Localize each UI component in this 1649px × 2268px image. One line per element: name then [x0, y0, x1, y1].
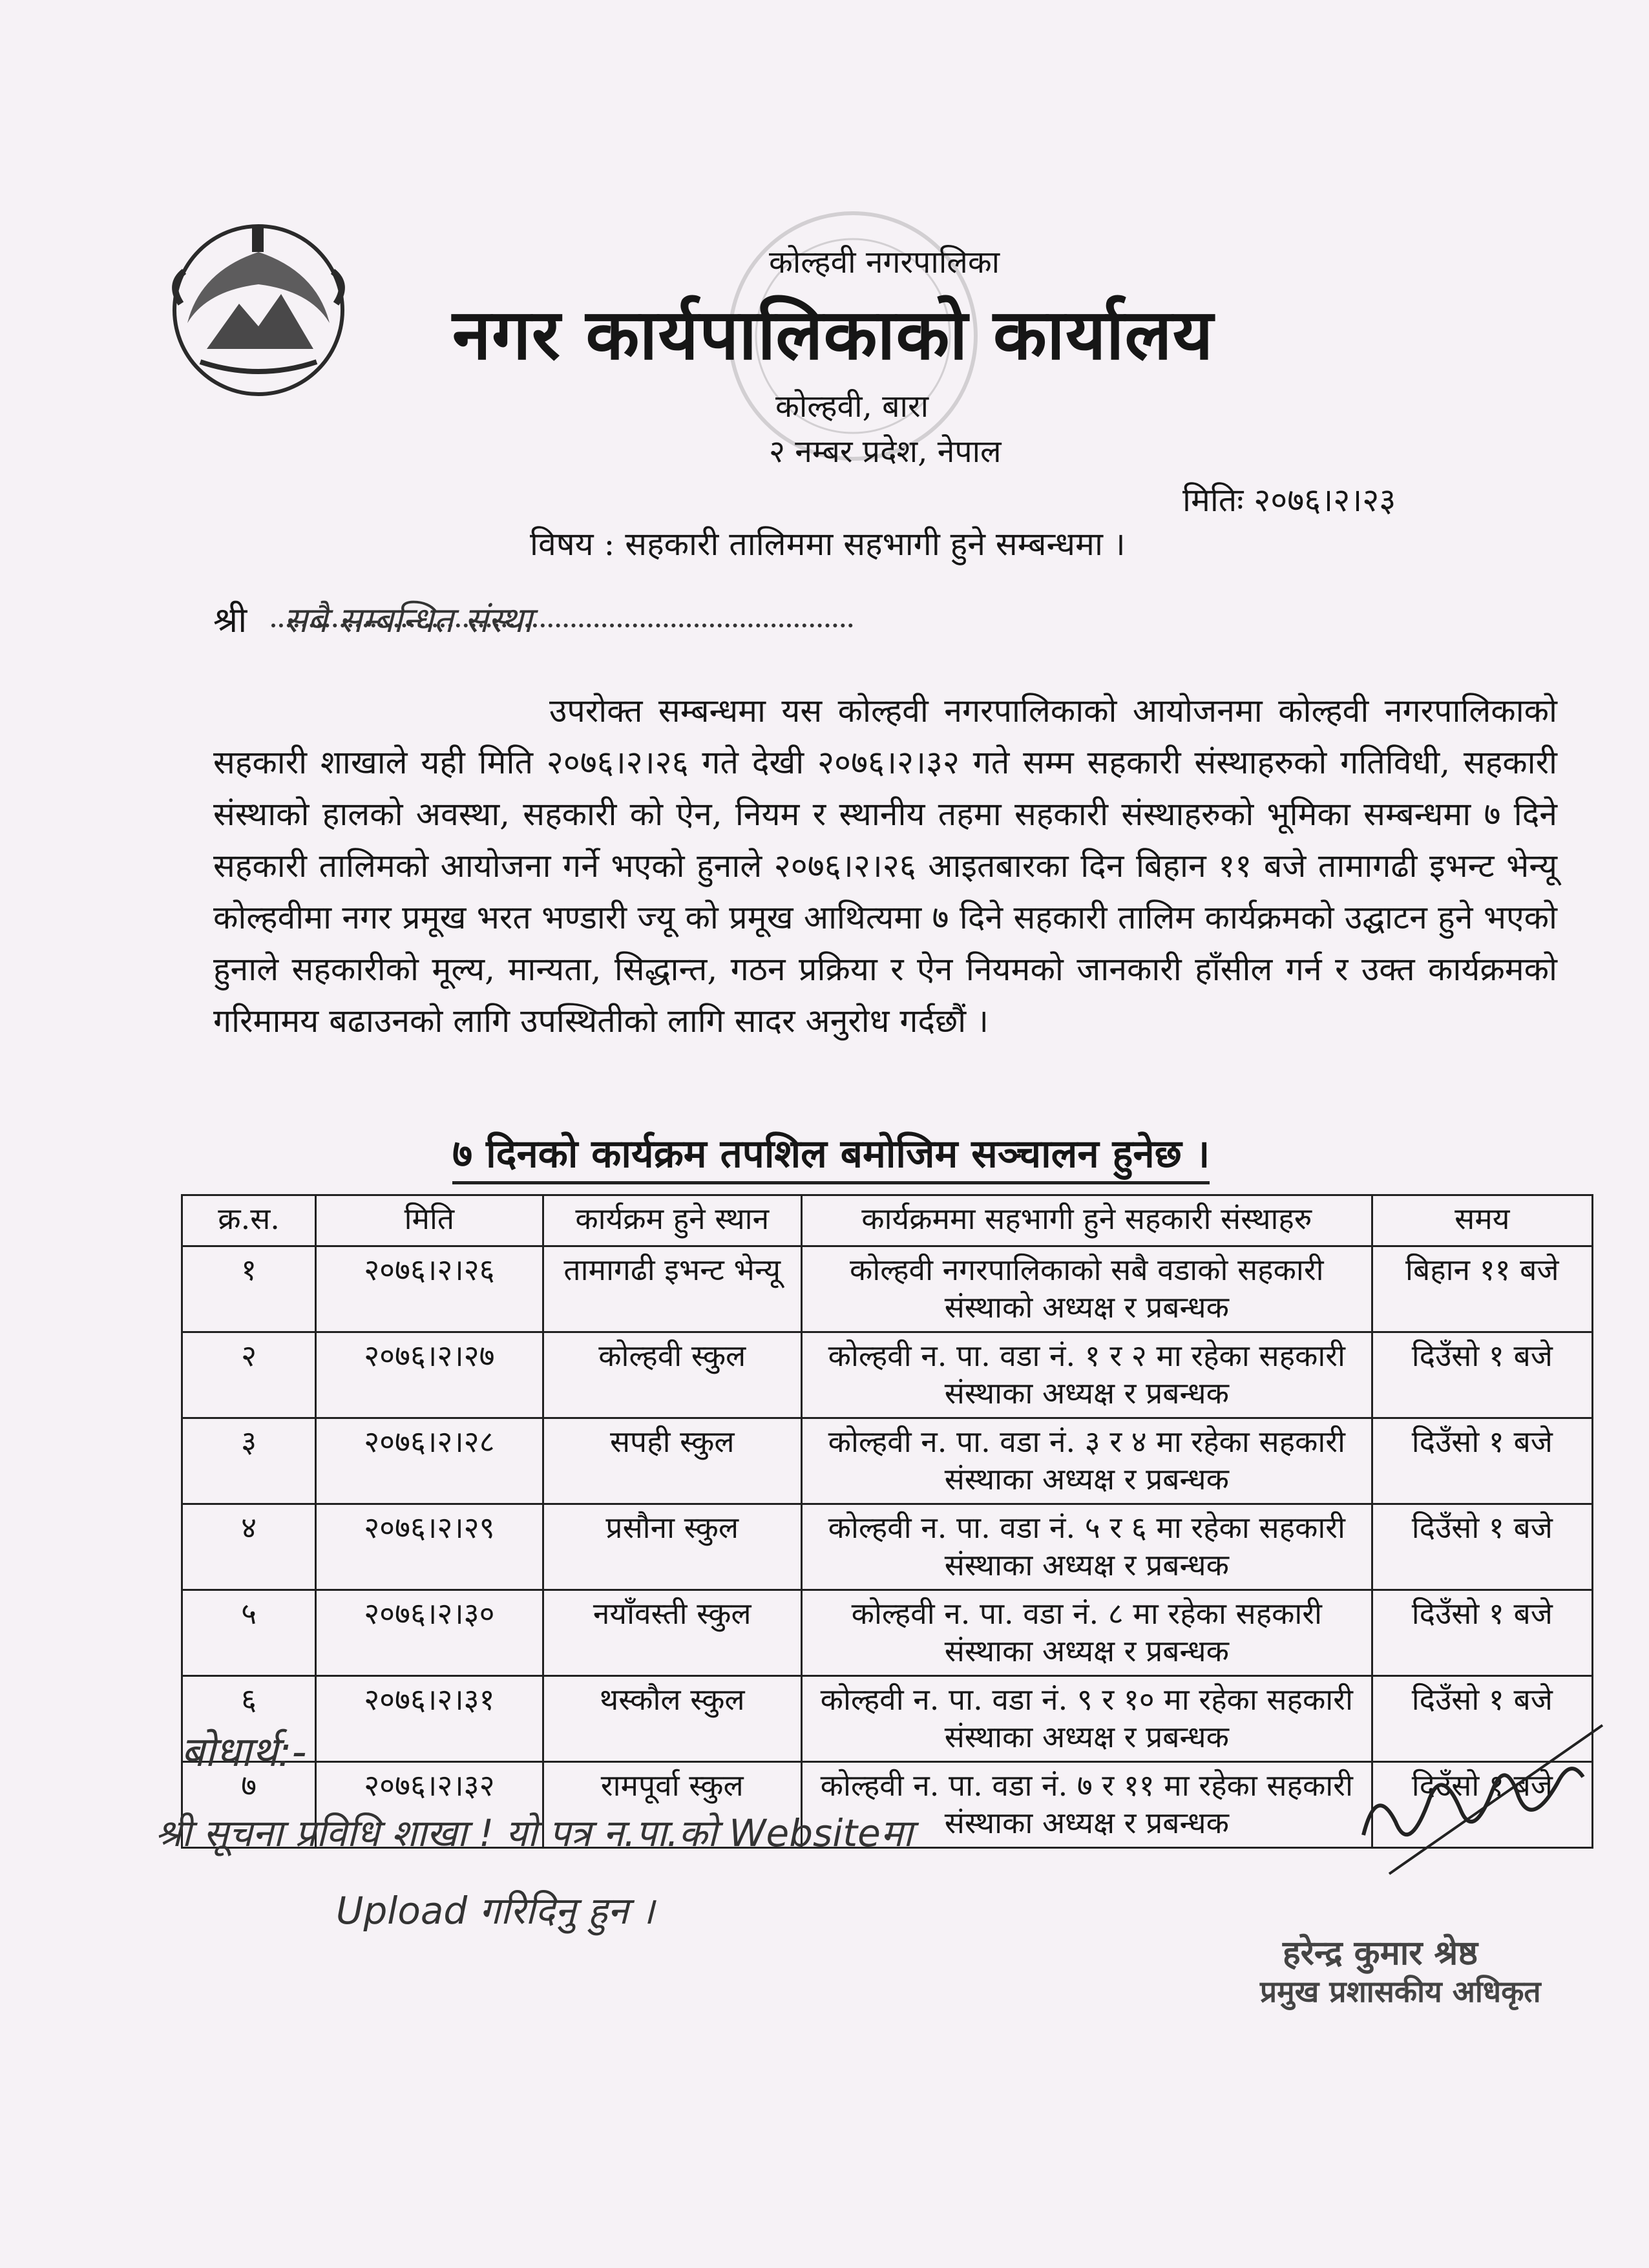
table-row: [182, 1590, 1593, 1676]
cell-time: दिउँसो १ बजे: [1372, 1676, 1592, 1762]
cell-date: २०७६।२।३१: [316, 1676, 543, 1762]
recipient-prefix: श्री: [213, 600, 247, 640]
cell-time: बिहान ११ बजे: [1372, 1246, 1592, 1332]
header-serial: क्र.स.: [182, 1195, 316, 1246]
cell-serial: ४: [182, 1504, 316, 1590]
address-line-2: २ नम्बर प्रदेश, नेपाल: [769, 434, 1002, 470]
header-participants: कार्यक्रममा सहभागी हुने सहकारी संस्थाहरु: [802, 1195, 1372, 1246]
cell-participants: कोल्हवी न. पा. वडा नं. ७ र ११ मा रहेका सहकारी संस्थाका अध्यक्ष र प्रबन्धक: [802, 1762, 1372, 1848]
table-row: [182, 1246, 1593, 1332]
letter-body: [213, 685, 1557, 1047]
recipient-handwritten: सबै सम्बन्धित संस्था: [284, 600, 532, 640]
cell-serial: २: [182, 1332, 316, 1418]
cell-date: २०७६।२।२७: [316, 1332, 543, 1418]
table-header-row: [182, 1195, 1593, 1246]
subject-line: विषय : सहकारी तालिममा सहभागी हुने सम्बन्धमा ।: [530, 525, 1126, 563]
cell-venue: रामपूर्वा स्कुल: [543, 1762, 802, 1848]
cell-venue: नयाँवस्ती स्कुल: [543, 1590, 802, 1676]
cell-venue: प्रसौना स्कुल: [543, 1504, 802, 1590]
cell-venue: तामागढी इभन्ट भेन्यू: [543, 1246, 802, 1332]
handwritten-cc-label: बोधार्थ:-: [181, 1728, 307, 1776]
cell-time: दिउँसो १ बजे: [1372, 1418, 1592, 1504]
handwritten-note-line: Upload गरिदिनु हुन ।: [336, 1889, 655, 1933]
cell-participants: कोल्हवी न. पा. वडा नं. ५ र ६ मा रहेका सहकारी संस्थाका अध्यक्ष र प्रबन्धक: [802, 1504, 1372, 1590]
cell-venue: थस्कौल स्कुल: [543, 1676, 802, 1762]
body-paragraph: उपरोक्त सम्बन्धमा यस कोल्हवी नगरपालिकाको आयोजनमा कोल्हवी नगरपालिकाको सहकारी शाखाले यही मिति २०७६।२।२६ गते देखी २०७६।२।३२ गते सम्म सहकारी संस्थाहरुको गतिविधी, सहकारी संस्थाको हालको अवस्था, सहकारी को ऐन, नियम र स्थानीय तहमा सहकारी संस्थाहरुको भूमिका सम्बन्धमा ७ दिने सहकारी तालिमको आयोजना गर्ने भएको हुनाले २०७६।२।२६ आइतबारका दिन बिहान ११ बजे तामागढी इभन्ट भेन्यू कोल्हवीमा नगर प्रमूख भरत भण्डारी ज्यू को प्रमूख आथित्यमा ७ दिने सहकारी तालिम कार्यक्रमको उद्घाटन हुने भएको हुनाले सहकारीको मूल्य, मान्यता, सिद्धान्त, गठन प्रक्रिया र ऐन नियमको जानकारी हाँसील गर्न र उक्त कार्यक्रमको गरिमामय बढाउनको लागि उपस्थितीको लागि सादर अनुरोध गर्दछौं ।: [213, 692, 1557, 1040]
cell-date: २०७६।२।२६: [316, 1246, 543, 1332]
cell-date: २०७६।२।३२: [316, 1762, 543, 1848]
cell-serial: ६: [182, 1676, 316, 1762]
address-line-1: कोल्हवी, बारा: [775, 388, 929, 425]
cell-time: दिउँसो १ बजे: [1372, 1332, 1592, 1418]
cell-participants: कोल्हवी न. पा. वडा नं. १ र २ मा रहेका सहकारी संस्थाका अध्यक्ष र प्रबन्धक: [802, 1332, 1372, 1418]
table-row: [182, 1504, 1593, 1590]
cell-time: दिउँसो १ बजे: [1372, 1504, 1592, 1590]
cell-serial: ७: [182, 1762, 316, 1848]
header-time: समय: [1372, 1195, 1592, 1246]
cell-time: दिउँसो १ बजे: [1372, 1762, 1592, 1848]
nepal-emblem-icon: [162, 213, 355, 407]
cell-date: २०७६।२।२९: [316, 1504, 543, 1590]
cell-participants: कोल्हवी नगरपालिकाको सबै वडाको सहकारी संस्थाको अध्यक्ष र प्रबन्धक: [802, 1246, 1372, 1332]
cell-participants: कोल्हवी न. पा. वडा नं. ८ मा रहेका सहकारी संस्थाका अध्यक्ष र प्रबन्धक: [802, 1590, 1372, 1676]
recipient-line: [213, 594, 532, 642]
handwritten-note-line: श्री सूचना प्रविधि शाखा ! यो पत्र न.पा.को Websiteमा: [155, 1811, 913, 1855]
cell-venue: सपही स्कुल: [543, 1418, 802, 1504]
table-row: [182, 1332, 1593, 1418]
cell-venue: कोल्हवी स्कुल: [543, 1332, 802, 1418]
cell-date: २०७६।२।३०: [316, 1590, 543, 1676]
municipality-name: कोल्हवी नगरपालिका: [769, 244, 1000, 280]
signatory-name: हरेन्द्र कुमार श्रेष्ठ: [1283, 1933, 1478, 1973]
cell-serial: ५: [182, 1590, 316, 1676]
schedule-title: ७ दिनको कार्यक्रम तपशिल बमोजिम सञ्चालन हुनेछ ।: [452, 1126, 1210, 1184]
cell-date: २०७६।२।२८: [316, 1418, 543, 1504]
header-venue: कार्यक्रम हुने स्थान: [543, 1195, 802, 1246]
signature-icon: [1350, 1706, 1609, 1900]
cell-participants: कोल्हवी न. पा. वडा नं. ९ र १० मा रहेका सहकारी संस्थाका अध्यक्ष र प्रबन्धक: [802, 1676, 1372, 1762]
cell-time: दिउँसो १ बजे: [1372, 1590, 1592, 1676]
signatory-title: प्रमुख प्रशासकीय अधिकृत: [1260, 1974, 1541, 2009]
cell-serial: ३: [182, 1418, 316, 1504]
table-row: [182, 1418, 1593, 1504]
header-date: मिति: [316, 1195, 543, 1246]
letter-date: मितिः २०७६।२।२३: [1182, 481, 1396, 519]
office-title: नगर कार्यपालिकाको कार्यालय: [452, 294, 1214, 375]
cell-participants: कोल्हवी न. पा. वडा नं. ३ र ४ मा रहेका सहकारी संस्थाका अध्यक्ष र प्रबन्धक: [802, 1418, 1372, 1504]
cell-serial: १: [182, 1246, 316, 1332]
recipient-dotted-line: [271, 624, 853, 627]
